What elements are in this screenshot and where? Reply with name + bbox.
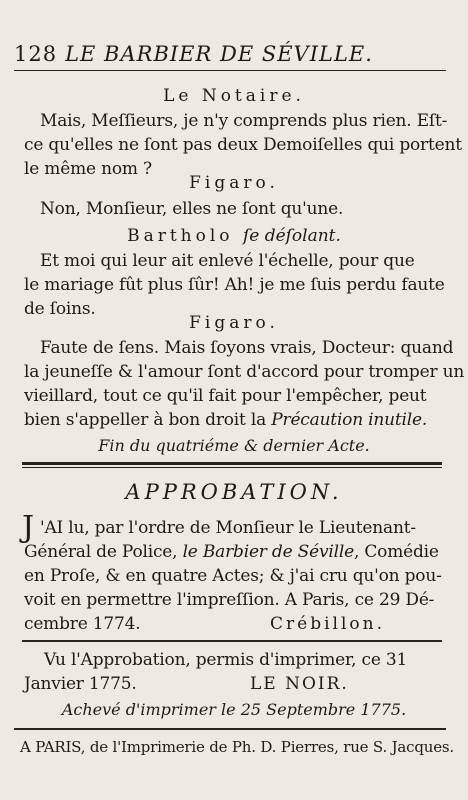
section-rule-thick — [22, 462, 442, 465]
approbation-line-2-start: Général de Police, — [24, 542, 178, 562]
figaro-line-1: Non, Monſieur, elles ne ſont qu'une. — [40, 199, 344, 219]
printer-imprint: A PARIS, de l'Imprimerie de Ph. D. Pierres, rue S. Jacques. — [20, 738, 454, 756]
figaro-line-5 — [24, 410, 427, 430]
acheve-imprimer: Achevé d'imprimer le 25 Septembre 1775. — [61, 700, 407, 719]
figaro-line-3: la jeuneſſe & l'amour ſont d'accord pour tromper un — [24, 362, 465, 382]
approbation-line-1: 'AI lu, par l'ordre de Monſieur le Lieutenant- — [40, 518, 416, 538]
notaire-line-2: ce qu'elles ne ſont pas deux Demoiſelles qui portent — [24, 135, 462, 155]
header-rule — [14, 70, 446, 71]
approbation-line-3: en Proſe, & en quatre Actes; & j'ai cru qu'on pou- — [24, 566, 442, 586]
approbation-title: APPROBATION. — [125, 480, 343, 504]
permis-line-2: Janvier 1775. — [24, 674, 137, 694]
running-title: LE BARBIER DE SÉVILLE. — [65, 42, 373, 66]
speaker-figaro-1: Figaro. — [189, 173, 279, 193]
permis-rule — [22, 640, 442, 642]
bartholo-name: Bartholo — [127, 226, 234, 246]
approbation-signature: Crébillon. — [270, 614, 385, 634]
speaker-figaro-2: Figaro. — [189, 313, 279, 333]
notaire-line-1: Mais, Meſſieurs, je n'y comprends plus rien. Eſt- — [40, 111, 448, 131]
end-of-act-note: Fin du quatriéme & dernier Acte. — [98, 436, 370, 455]
bartholo-line-1: Et moi qui leur ait enlevé l'échelle, pour que — [40, 251, 415, 271]
approbation-line-2 — [24, 542, 439, 562]
bartholo-line-3: de ſoins. — [24, 299, 96, 319]
approbation-dropcap: J — [22, 510, 35, 545]
bartholo-line-2: le mariage fût plus ſûr! Ah! je me ſuis perdu faute — [24, 275, 445, 295]
precaution-inutile: Précaution inutile. — [271, 410, 428, 430]
approbation-line-2-end: , Comédie — [353, 542, 439, 562]
running-header — [14, 42, 373, 66]
bartholo-direction: ſe déſolant. — [242, 226, 341, 246]
section-rule-thin — [22, 467, 442, 468]
approbation-line-5: cembre 1774. — [24, 614, 141, 634]
barbier-title-italic: le Barbier de Séville — [182, 542, 354, 562]
approbation-line-4: voit en permettre l'impreſſion. A Paris, ce 29 Dé- — [24, 590, 435, 610]
figaro-line-5-text: bien s'appeller à bon droit la — [24, 410, 267, 430]
figaro-line-4: vieillard, tout ce qu'il fait pour l'empêcher, peut — [24, 386, 427, 406]
notaire-line-3: le même nom ? — [24, 159, 152, 179]
page-number: 128 — [14, 42, 58, 66]
speaker-notaire: Le Notaire. — [163, 86, 305, 106]
permis-signature: LE NOIR. — [250, 674, 349, 694]
speaker-bartholo — [0, 226, 468, 246]
permis-line-1: Vu l'Approbation, permis d'imprimer, ce 31 — [44, 650, 408, 670]
figaro-line-2: Faute de ſens. Mais ſoyons vrais, Docteur: quand — [40, 338, 454, 358]
footer-rule — [14, 728, 446, 730]
